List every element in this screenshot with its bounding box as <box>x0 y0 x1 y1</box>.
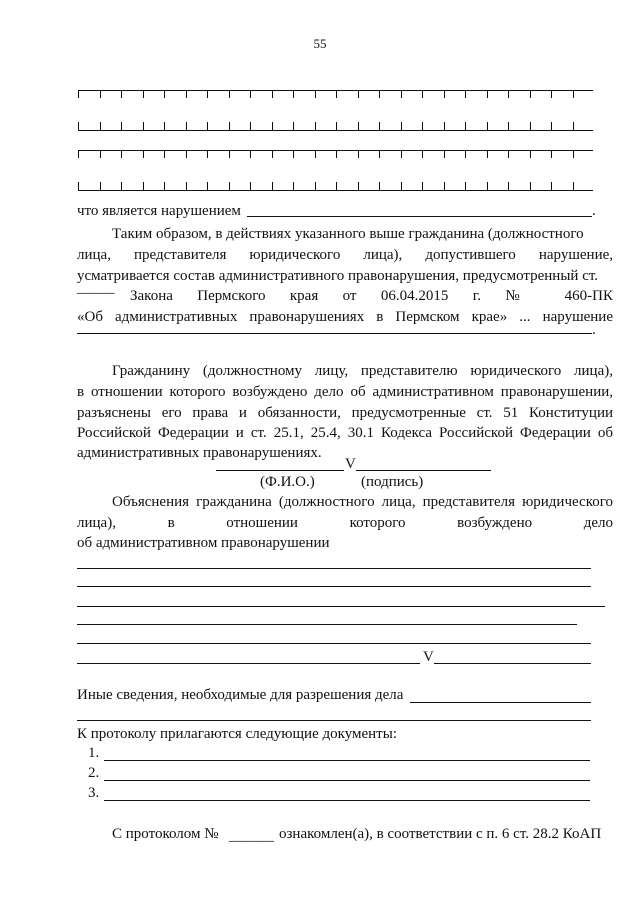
page-number: 55 <box>313 36 327 51</box>
comb-tick <box>121 150 122 158</box>
other-info-label: Иные сведения, необходимые для разрешения дела <box>77 687 404 703</box>
comb-tick <box>186 90 187 98</box>
comb-tick <box>315 182 316 190</box>
comb-tick <box>444 150 445 158</box>
comb-tick <box>573 182 574 190</box>
comb-tick <box>186 150 187 158</box>
comb-tick <box>358 122 359 130</box>
paragraph1-line2: лица, представителя юридического лица), допустившего нарушение, <box>77 247 613 263</box>
attachments-title: К протоколу прилагаются следующие документы: <box>77 726 397 742</box>
paragraph2-line3: разъяснены его права и обязанности, предусмотренные ст. 51 Конституции <box>77 405 613 421</box>
comb-tick <box>336 90 337 98</box>
character-comb-fields <box>78 88 593 198</box>
comb-tick <box>422 122 423 130</box>
comb-tick <box>465 150 466 158</box>
comb-tick <box>100 90 101 98</box>
paragraph2-line5: административных правонарушениях. <box>77 445 322 461</box>
comb-tick <box>164 182 165 190</box>
attachment-number: 1. <box>88 745 100 761</box>
comb-tick <box>315 122 316 130</box>
comb-tick <box>293 122 294 130</box>
comb-tick <box>487 122 488 130</box>
comb-tick <box>207 150 208 158</box>
comb-tick <box>465 122 466 130</box>
comb-tick <box>508 182 509 190</box>
comb-tick <box>186 122 187 130</box>
violation-end: . <box>592 203 596 219</box>
comb-tick <box>444 122 445 130</box>
comb-tick <box>379 150 380 158</box>
comb-tick <box>315 90 316 98</box>
comb-tick <box>100 182 101 190</box>
comb-tick <box>164 90 165 98</box>
comb-tick <box>78 182 79 190</box>
comb-tick <box>336 122 337 130</box>
violation-input-line[interactable] <box>247 216 592 217</box>
comb-tick <box>315 150 316 158</box>
comb-tick <box>422 90 423 98</box>
protocol-number-blank[interactable]: ______ <box>229 828 274 844</box>
paragraph2-line2: в отношении которого возбуждено дело об административном правонарушении, <box>77 384 613 400</box>
article-blank[interactable]: _____ <box>77 280 115 296</box>
comb-tick <box>207 90 208 98</box>
comb-tick <box>358 182 359 190</box>
comb-tick <box>422 182 423 190</box>
comb-tick <box>186 182 187 190</box>
explanation-signature-mark: V <box>423 649 434 665</box>
attachment-line[interactable] <box>104 800 590 801</box>
comb-tick <box>358 90 359 98</box>
explanation-line-5[interactable] <box>77 643 591 644</box>
comb-tick <box>100 122 101 130</box>
comb-tick <box>336 150 337 158</box>
comb-tick <box>444 90 445 98</box>
comb-tick <box>272 150 273 158</box>
comb-tick <box>121 182 122 190</box>
comb-tick <box>78 90 79 98</box>
comb-tick <box>551 150 552 158</box>
comb-tick <box>143 182 144 190</box>
explanation-sign-line-right[interactable] <box>434 663 591 664</box>
comb-tick <box>487 182 488 190</box>
comb-tick <box>422 150 423 158</box>
other-info-line-1[interactable] <box>410 702 591 703</box>
explanation-line-2[interactable] <box>77 586 591 587</box>
other-info-line-2[interactable] <box>77 720 591 721</box>
signature-mark: V <box>345 456 356 472</box>
violation-label: что является нарушением <box>77 203 241 219</box>
comb-tick <box>508 150 509 158</box>
character-comb-row[interactable] <box>78 150 593 162</box>
signature-line[interactable] <box>356 470 491 471</box>
comb-tick <box>551 90 552 98</box>
comb-tick <box>465 182 466 190</box>
comb-tick <box>530 90 531 98</box>
comb-tick <box>530 150 531 158</box>
comb-tick <box>229 182 230 190</box>
character-comb-row[interactable] <box>78 90 593 102</box>
paragraph1-line5: «Об административных правонарушениях в Пермском крае» ... нарушение <box>77 309 613 325</box>
comb-tick <box>250 122 251 130</box>
comb-tick <box>229 90 230 98</box>
comb-tick <box>401 182 402 190</box>
comb-tick <box>229 122 230 130</box>
comb-tick <box>379 122 380 130</box>
comb-tick <box>401 150 402 158</box>
attachment-line[interactable] <box>104 760 590 761</box>
comb-tick <box>207 182 208 190</box>
comb-baseline <box>78 130 593 131</box>
explanations-line2: лица), в отношении которого возбуждено дело <box>77 515 613 531</box>
comb-tick <box>250 90 251 98</box>
comb-tick <box>573 90 574 98</box>
comb-tick <box>143 150 144 158</box>
comb-tick <box>250 182 251 190</box>
protocol-ack-prefix: С протоколом № <box>112 826 219 842</box>
comb-tick <box>272 122 273 130</box>
comb-tick <box>272 182 273 190</box>
comb-tick <box>164 150 165 158</box>
comb-tick <box>401 122 402 130</box>
comb-tick <box>401 90 402 98</box>
comb-tick <box>358 150 359 158</box>
paragraph2-line4: Российской Федерации и ст. 25.1, 25.4, 30.1 Кодекса Российской Федерации об <box>77 425 613 441</box>
explanation-line-4[interactable] <box>77 624 577 625</box>
fio-line[interactable] <box>216 470 344 471</box>
attachment-number: 2. <box>88 765 100 781</box>
character-comb-row[interactable] <box>78 182 593 194</box>
comb-tick <box>143 122 144 130</box>
comb-tick <box>379 90 380 98</box>
signature-caption: (подпись) <box>361 474 424 490</box>
comb-tick <box>336 182 337 190</box>
comb-tick <box>229 150 230 158</box>
comb-tick <box>530 182 531 190</box>
comb-tick <box>508 122 509 130</box>
comb-tick <box>164 122 165 130</box>
comb-tick <box>293 90 294 98</box>
comb-tick <box>508 90 509 98</box>
explanation-line-3[interactable] <box>77 606 605 607</box>
comb-tick <box>465 90 466 98</box>
attachment-number: 3. <box>88 785 100 801</box>
comb-tick <box>487 150 488 158</box>
comb-tick <box>78 122 79 130</box>
comb-baseline <box>78 190 593 191</box>
paragraph1-line1: Таким образом, в действиях указанного выше гражданина (должностного <box>112 226 584 242</box>
comb-tick <box>293 150 294 158</box>
comb-tick <box>100 150 101 158</box>
comb-tick <box>272 90 273 98</box>
explanations-line3: об административном правонарушении <box>77 535 330 551</box>
protocol-ack-suffix: ознакомлен(а), в соответствии с п. 6 ст. 28.2 КоАП <box>279 826 602 842</box>
violation-detail-end: . <box>592 322 596 338</box>
comb-tick <box>143 90 144 98</box>
comb-tick <box>293 182 294 190</box>
attachment-line[interactable] <box>104 780 590 781</box>
explanation-sign-line-left[interactable] <box>77 663 420 664</box>
comb-tick <box>121 90 122 98</box>
violation-detail-line[interactable] <box>77 333 592 334</box>
character-comb-row[interactable] <box>78 122 593 134</box>
paragraph2-line1: Гражданину (должностному лицу, представителю юридического лица), <box>112 363 613 379</box>
comb-tick <box>78 150 79 158</box>
comb-tick <box>487 90 488 98</box>
paragraph1-line3: усматривается состав административного правонарушения, предусмотренный ст. <box>77 268 599 284</box>
comb-tick <box>444 182 445 190</box>
comb-tick <box>551 122 552 130</box>
comb-tick <box>573 150 574 158</box>
explanations-line1: Объяснения гражданина (должностного лица, представителя юридического <box>112 494 613 510</box>
comb-tick <box>379 182 380 190</box>
explanation-line-1[interactable] <box>77 568 591 569</box>
comb-tick <box>121 122 122 130</box>
comb-tick <box>250 150 251 158</box>
comb-tick <box>207 122 208 130</box>
comb-tick <box>551 182 552 190</box>
paragraph1-line4: Закона Пермского края от 06.04.2015 г. № 460-ПК <box>130 288 613 304</box>
fio-caption: (Ф.И.О.) <box>260 474 315 490</box>
comb-tick <box>530 122 531 130</box>
comb-tick <box>573 122 574 130</box>
